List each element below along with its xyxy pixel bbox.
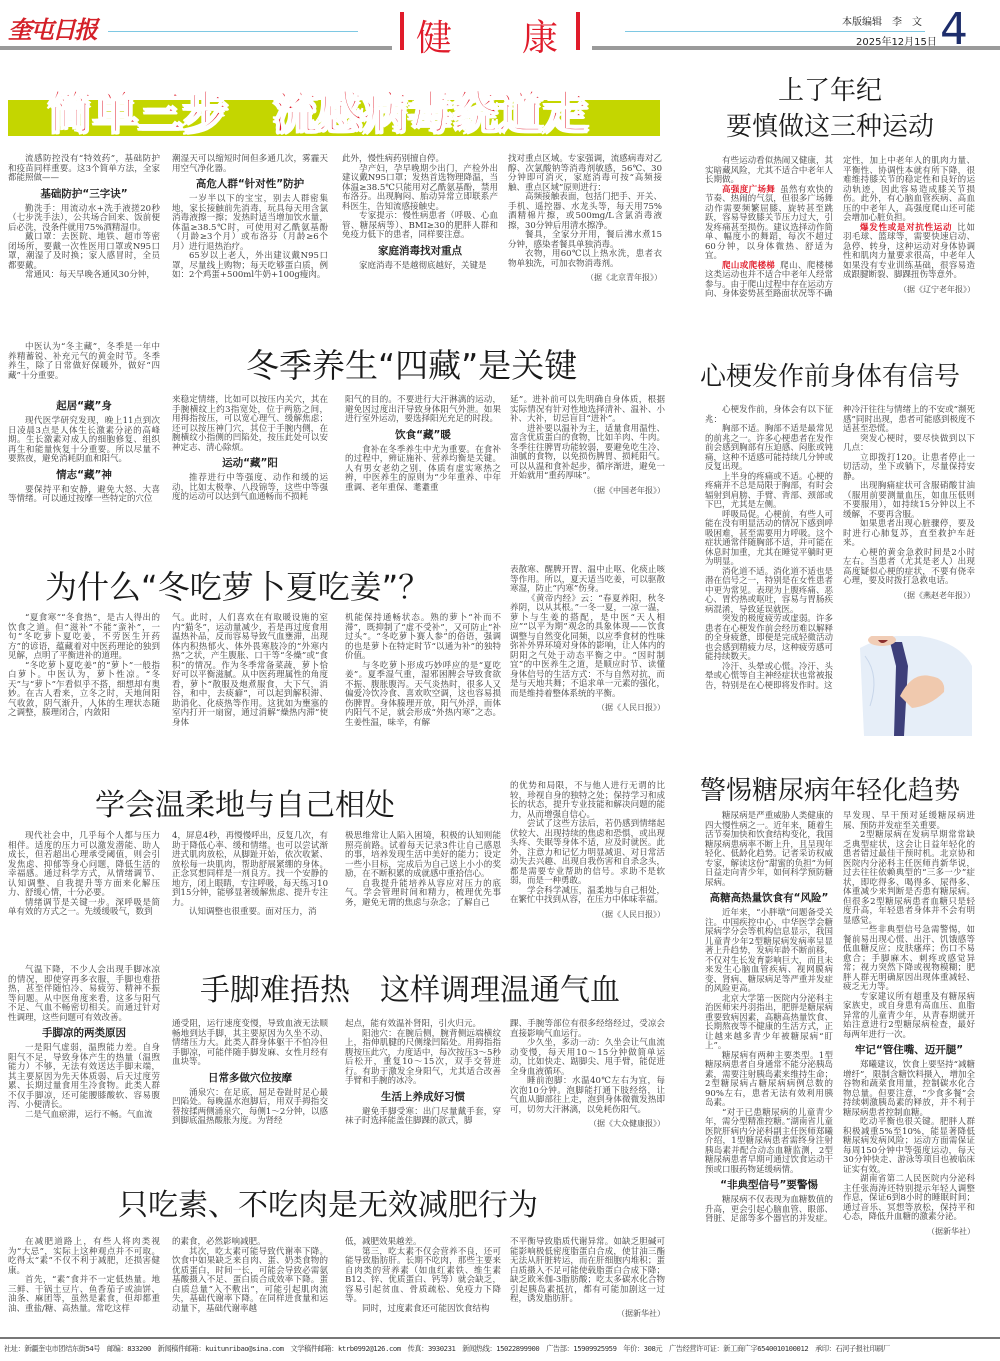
headline-veg: 只吃素、不吃肉是无效减肥行为 [118, 1188, 538, 1223]
headline-gentle: 学会温柔地与自己相处 [95, 788, 395, 823]
paragraph: 一是阳气虚弱，温煦能力差。自身阳气不足，导致身体产生的热量（温煦能力）不够，无法有效送达手脚末端，其主要原因为先天体质弱、后天过度劳累、长期过量食用生冷食物。此类人群不仅手脚凉，还可能腰膝酸软、容易腹泻、小便清长。 [8, 1043, 160, 1110]
article-column [172, 396, 328, 503]
paragraph: 与冬吃萝卜形成巧妙呼应的是“夏吃姜”。夏季湿气重，湿邪困脾会导致食欲不振、腹胀腹泻。天气炎热时，很多人又偏爱冷饮冷食、喜欢吹空调，这也容易损伤脾胃。身体腠理开放，阳气外浮，而体内阳气不足，就会形成“外热内寒”之态。生姜性温，味辛，有解 [345, 660, 501, 728]
paragraph: 机能保持通畅状态。熟的萝卜“补而不滞”，既抑制了“虚不受补”，又可防止“补过头”。“冬吃萝卜赛人参”的俗语，强调的也是萝卜在特定时节“以通为补”的独特价值。 [345, 613, 501, 661]
paragraph: 学会科学减压，温柔地与自己相处，在繁忙中找到从容，在压力中体味幸福。 [510, 885, 665, 905]
article-column [705, 406, 833, 691]
paragraph: 要保持平和安静，避免大怒、大喜等情绪。可以通过按摩一些特定的穴位 [8, 484, 160, 504]
article-column [705, 157, 833, 300]
paragraph: 孕产妇，孕早晚期少出门，产检外出建议戴N95口罩；发热首选物理降温，当体温≥38.5℃只能用对乙酰氨基酚，禁用布洛芬。出现胸闷、胎动异常立即联系产科医生，告知流感接触史。 [342, 163, 498, 212]
paragraph: 认知调整也很重要。面对压力，消 [189, 907, 317, 917]
paragraph: 来稳定情绪，比如可以按压内关穴，其在手腕横纹上约3指宽处，位于两筋之间，用拇指按压，可以宽心理气、缓解焦虑；还可以按压神门穴，其位于手腕内侧，在腕横纹小指侧的凹陷处，按压此处可以安神定志、清心除烦。 [172, 395, 328, 453]
paragraph: 近年来，“小胖墩”问题备受关注。中国疾控中心、中华医学会糖尿病学分会等机构信息显示，我国儿童青少年2型糖尿病发病率呈显著上升趋势，发病年龄不断前移，不仅对生长发育影响巨大，而且未来发生心脑血管疾病、视网膜病变、肾病、糖尿病足等严重并发症的风险更高。 [705, 908, 833, 994]
subheading: 情志“藏”神 [56, 468, 112, 481]
header-rule-left [108, 31, 358, 32]
subheading: 手脚凉的两类原因 [42, 1027, 126, 1039]
subheading: 高糖高热量饮食有“风险” [709, 892, 829, 904]
paragraph: 勤洗手：用流动水+洗手液搓20秒（七步洗手法），公共场合回来、饭前便后必洗，没条件就用75%酒精湿巾。 [8, 203, 160, 233]
article-column [172, 1238, 328, 1314]
paragraph: 极思维常让人陷入困境，积极的认知则能照亮前路。试着每天记录3件让自己感恩的事，培养发现生活中美好的能力；设定一些小目标，完成后为自己送上小小的奖励，在不断积累的成就感中重拾信心。 [345, 831, 501, 879]
paragraph: 糖尿病有两种主要类型。1型糖尿病患者自身通常不能分泌胰岛素，需要注射胰岛素来维持生命；2型糖尿病占糖尿病病例总数的90%左右，患者无法有效利用胰岛素。 [705, 1050, 833, 1108]
section-bar-right [576, 12, 580, 50]
footer-rule [0, 1337, 1000, 1339]
article-column [705, 812, 833, 1225]
paragraph: 此外，慢性病药别擅自停。 [342, 154, 445, 164]
article-column [345, 1238, 501, 1314]
source-credit: （据新华社） [927, 1226, 975, 1236]
headline-flu: 简单三步 流感病毒绕道走 [48, 86, 589, 139]
article-column [8, 614, 160, 719]
paragraph: 湖南省第二人民医院内分泌科主任张海涛还特别提示年轻人调整作息，保证6到8小时的睡眠时间；通过音乐、冥想等放松，保持平和心态，降低升血糖的激素分泌。 [843, 1174, 975, 1222]
footer-imprint: 社址：新疆奎屯市团结东街54号 邮编：833200 新闻稿件邮箱：kuitunribao@sina.com 文学稿件邮箱：ktrb0992@126.com 传真：3930231 新闻热线：15022899900 广告部：15909925959 年价：308元 广告经营许可证：新工商广字6540010100012 承印：石河子报社印刷厂 [4, 1344, 890, 1353]
paragraph: 少久坐，多动一动：久坐会让气血流动变慢，每天用10～15分钟做简单运动，比如快走、踮脚尖、甩手臂，能促进全身血液循环。 [510, 1038, 665, 1077]
paragraph: 潮湿天可以缩短时间但多通几次，雾霾天用空气净化器。 [172, 154, 328, 174]
paragraph: 心梗发作前，身体会有以下征兆： [705, 405, 833, 425]
source-credit: （据新华社） [617, 1308, 665, 1318]
article-column [510, 782, 665, 919]
paragraph-text: 爬山、爬楼梯这类运动也并不适合中老年人经常参与。由于爬山过程中存在运动方向、身体姿势甚至路面状况等不确 [705, 260, 833, 299]
article-column [345, 614, 501, 728]
page-editor: 本版编辑 李 文 [842, 17, 922, 28]
source-credit: （据《大众健康报》） [589, 1119, 665, 1128]
paragraph: 糖尿病不仅表现为血糖数值的升高，更会引起心脑血管、眼部、肾脏、足部等多个器官的并发症。 [705, 1195, 833, 1224]
subheading: 牢记“管住嘴、迈开腿” [854, 1044, 964, 1056]
paragraph: 在减肥道路上，有些人将肉类视为“大忌”，实际上这种观点并不可取。吃得太“素”不仅不利于减肥，还损害健康。 [8, 1237, 160, 1276]
paragraph: 一岁半以下的宝宝，别去人群密集地，家长接触前先消毒，玩具每天用含氯消毒液擦一擦；发热时适当增加饮水量，体温≥38.5℃时，可使用对乙酰氨基酚（月龄≥3个月）或布洛芬（月龄≥6个月）进行退热治疗。 [172, 194, 328, 252]
headline-winter: 冬季养生“四藏”是关键 [246, 346, 578, 385]
article-column [843, 812, 975, 1236]
chest-pain-man-illustration [860, 636, 975, 736]
paragraph: 同时，过度素食还可能因饮食结构 [362, 1303, 490, 1314]
paragraph: 延”。进补前可以先明确自身体质，根据实际情况有针对性地选择清补、温补、小补、大补，切忌盲目“进补”。 [510, 395, 665, 424]
paragraph: 消化道不适。消化道不适也是潜在信号之一，特别是在女性患者中更为常见。表现为上腹疼痛、恶心、胃灼热或呕吐，容易与胃肠疾病混淆，导致延误就医。 [705, 566, 833, 615]
paragraph: 上半身的疼痛或不适。心梗的疼痛并不总是局限于胸部，有时会辐射到肩膀、手臂、背部、颈部或下巴，尤其是左侧。 [705, 471, 833, 510]
paragraph: 食补在冬季养生中尤为重要。在食补的过程中，辨证施补、营养均衡是关键。人有男女老幼之别，体质有虚实寒热之辨，中医养生的原则为“少年重养、中年重调、老年重保、耄耋重 [345, 444, 501, 493]
source-credit: （据《中国老年报》） [589, 485, 665, 495]
source-credit: （据《北京青年报》） [586, 273, 662, 282]
paragraph: “冬吃萝卜夏吃姜”的“萝卜”一般指白萝卜。中医认为，萝卜性凉。“冬天”与“萝卜”乍看似乎不搭，细想却有奥妙。在古人看来，立冬之时，天地间阳气收敛，阴气渐升，人体的生理状态随之调整，腠理闭合，内敛阳 [8, 660, 160, 718]
paragraph: 低，减肥效果越差。 [345, 1237, 422, 1247]
paragraph: “对于已患糖尿病的儿童青少年，需分型精准控糖。”湖南省儿童医院肝病内分泌科副主任医师郑曦介绍，1型糖尿病患者需终身注射胰岛素并配合动态血糖监测，2型糖尿病患者早期可通过饮食运动干预或口服药物延缓病情。 [705, 1107, 833, 1175]
subheading: 生活上养成好习惯 [381, 1090, 465, 1103]
paragraph: 专家建议所有超重及有糖尿病家族史，或自身患有高血压、血脂异常的儿童青少年，从青春期就开始注意进行2型糖尿病检查，最好每两年进行一次。 [843, 991, 975, 1040]
article-column [510, 396, 665, 495]
paragraph: 专家提示：慢性病患者（呼吸、心血管、糖尿病等）、BMI≥30的肥胖人群和免疫力低下的患者，同样要注意。 [342, 211, 498, 240]
subheading: 基础防护“三字诀” [40, 187, 128, 200]
paragraph: 心梗的黄金急救时间是2小时左右。当患者（尤其是老人）出现高度疑似心梗的症状，不要有侥幸心理，要及时拨打急救电话。 [843, 547, 975, 586]
paragraph: 涌泉穴：在足底，屈足卷趾时足心最凹陷处。每晚温水泡脚后，用双手拇指交替按揉两侧涌泉穴，每侧1～2分钟，以感到脚底温热酸胀为度。为肾经 [172, 1087, 328, 1126]
paragraph: 气温下降，不少人会出现手脚冰凉的情况，即使穿再多衣服，手脚也难捂热，甚至伴随怕冷、易疲劳、精神不振等问题。从中医角度来看，这多与阳气不足、气血不畅密切相关。而通过针对性调理，这些问题可有效改善。 [8, 965, 160, 1023]
paragraph: 进补要以温补为主，适量食用温性、富含优质蛋白的食物，比如羊肉、牛肉。冬季往往脾胃功能较弱，要避免吃生冷、油腻的食物，以免损伤脾胃、损耗阳气。可以从温和食补起步，循序渐进，避免一开始就用“重药厚味”。 [510, 423, 665, 481]
article-column [508, 155, 662, 283]
paragraph: 呼吸局促。心梗前，有些人可能在没有明显活动的情况下感到呼吸困难，甚至需要用力呼吸。这个症状通常伴随胸部不适，并可能在休息时加重，尤其在睡觉平躺时更为明显。 [705, 509, 833, 567]
headline-heart: 心梗发作前身体有信号 [700, 362, 961, 392]
paragraph: 郑曦建议，饮食上要坚持“减糖增纤”，限制含糖饮料摄入，增加全谷物和蔬菜食用量，控制碳水化合物总量。但要注意，“少食多餐”会持续刺激胰岛素的释放，并不利于糖尿病患者控制血糖。 [843, 1060, 975, 1118]
paragraph: 餐具，全家分开用，餐后沸水煮15分钟，感染者餐具单独消毒。 [508, 230, 662, 250]
headline-diabetes: 警惕糖尿病年轻化趋势 [700, 776, 961, 806]
headline-hands: 手脚难捂热 这样调理温通气血 [200, 973, 620, 1008]
headline-elderly-line2: 要慎做这三种运动 [726, 112, 935, 142]
paragraph-lead: 爆发性或是对抗性运动 [860, 222, 953, 233]
paragraph [843, 224, 975, 281]
article-column [8, 1238, 160, 1314]
article-column [8, 966, 160, 1120]
paragraph: 2型糖尿病在发病早期常常缺乏典型症状，这会让日益年轻化的患者错过最佳干预时机。北京协和医院内分泌科主任医师肖新华说，过去往往依赖典型的“三多一少”症状，即吃得多、喝得多、尿得多、体重减少来判断是否患有糖尿病。但很多2型糖尿病患者血糖只是轻度升高，年轻患者身体并不会有明显感觉。 [843, 830, 975, 926]
article-intro [8, 343, 160, 381]
paragraph: 流感防控没有“特效药”，基础防护和疫苗同样重要。这3个简单方法，全家都能照做—— [8, 154, 160, 183]
article-column [8, 155, 160, 281]
article-column [8, 396, 160, 505]
article-column [8, 832, 160, 918]
article-column [172, 614, 328, 728]
paragraph: 的素食，必然影响减肥。 [172, 1237, 266, 1247]
paragraph-text: 比如羽毛球、篮球等，需要快速启动、急停、转身，这种运动对身体协调性和肌肉力量要求很高，中老年人如果没有专业训练基础，很容易造成跟腱断裂、脚踝扭伤等意外。 [843, 222, 975, 280]
subheading: “非典型信号”要警惕 [720, 1179, 818, 1191]
paragraph-lead: 高强度广场舞 [722, 184, 776, 195]
article-column [342, 155, 498, 271]
paragraph: 首先，“素”食并不一定低热量。地三鲜、干锅土豆片、鱼香茄子或油饼、油条、麻团等，虽然是素食，但却都重油、重盐/糖、高热量。常吃这样 [8, 1275, 160, 1314]
paragraph: 不平衡导致脂质代谢异常。如缺乏胆碱可能影响极低密度脂蛋白合成，使甘油三酯无法从肝脏转运，而在肝细胞内堆积；蛋白质摄入不足可能使载脂蛋白合成下降；缺乏欧米伽-3脂肪酸；吃太多碳水化合物引起胰岛素抵抗，都有可能加剧这一过程，诱发脂肪肝。 [510, 1237, 665, 1304]
paragraph: 踝、手腕等部位有很多经络经过，受凉会直接影响气血运行。 [510, 1019, 665, 1039]
article-column [345, 1020, 501, 1127]
paragraph: 第三，吃太素不仅会营养不良，还可能导致脂肪肝。长期不吃肉，那些主要来自肉类的营养素（如血红素铁、维生素B12、锌、优质蛋白、钙等）就会缺乏，容易引起贫血、骨质疏松、免疫力下降等。 [345, 1246, 501, 1304]
paragraph: 阳池穴：在腕后侧，腕背侧远端横纹上，指伸肌腱的尺侧缘凹陷处。用拇指指腹按压此穴，力度适中，每次按压3～5秒后松开，重复10～15次，双手交替进行。有助于激发全身阳气，尤其适合改善手臂和手腕的冰冷。 [345, 1028, 501, 1086]
article-column [172, 832, 328, 918]
paragraph: 阳气的目的。不要进行大汗淋漓的运动，避免因过度出汗导致身体阳气外泄。如果进行室外运动，要选择阳光充足的时段。 [345, 395, 501, 424]
paragraph: 推荐进行中等强度、动作和缓的运动，比如太极拳、八段锦等，这些中等强度的运动可以达到气血通畅而不损耗 [172, 473, 328, 502]
paragraph: 早发现、早干预对延缓糖尿病进展、预防并发症至关重要。 [843, 811, 975, 831]
article-column [510, 566, 665, 713]
page-number: 4 [940, 4, 968, 55]
subheading: 家庭消毒找对重点 [378, 244, 462, 257]
paragraph [705, 262, 833, 300]
paragraph [705, 186, 833, 262]
article-column [510, 1020, 665, 1129]
source-credit: （据《燕赵老年报》） [899, 590, 975, 600]
paragraph: 突发的极度疲劳或虚弱。许多患者在心梗发作前会经历难以解释的全身疲惫，即便是完成轻微活动也会感到精疲力尽，这种疲劳感可能持续数天。 [705, 614, 833, 662]
paragraph: 《黄帝内经》云：“春夏养阳，秋冬养阴，以从其根。”一冬一夏，一凉一温，萝卜与生姜的搭配，是中医“天人相应”“以平为期”观念的具象体现——饮食调整与自然变化同频，以应季食材的性味弥补外界环境对身体的影响，让人体内的阴阳之气处于动态平衡之中。“因时制宜”的中医养生之道，是顺应时节、读懂身体信号的生活方式：不与自然对抗，而是与天地共舞；不追求单一元素的强化，而是维持着整体系统的平衡。 [510, 593, 665, 699]
paragraph: 北京大学第一医院内分泌科主治医师宋丹羽指出，肥胖是糖尿病重要致病因素，高糖高热量饮食、长期熬夜等不健康的生活方式，正让越来越多青少年被糖尿病“盯上”。 [705, 993, 833, 1051]
section-bar-left [400, 12, 404, 50]
subheading: 起居“藏”身 [56, 400, 112, 412]
article-column [510, 1238, 665, 1318]
paragraph: 中医认为“冬主藏”，冬季是一年中养精蓄锐、补充元气的黄金时节。冬季养生，除了日常做好保暖外，做好“四藏”十分重要。 [8, 342, 160, 381]
header-bar-right [592, 46, 1000, 50]
paragraph: 睡前泡脚：水温40℃左右为宜，每次泡10分钟。泡脚能打通下肢经络，让气血从脚部往上走，泡到身体微微发热即可，切勿大汗淋漓，以免耗伤阳气。 [510, 1076, 665, 1115]
paragraph: 表散寒、醒脾开胃、温中止呕、化痰止咳等作用。所以，夏天适当吃姜，可以驱散寒湿，防止“内寒”伤身。 [510, 565, 665, 594]
paragraph: 常通风：每天早晚各通风30分钟， [25, 270, 155, 280]
paragraph: 有些运动看似热闹又健康，其实暗藏风险，尤其不适合中老年人长期做。 [705, 156, 833, 185]
paragraph: 衣物，用60℃以上热水洗，患者衣物单独洗，可加衣物消毒剂。 [508, 249, 662, 269]
article-column [172, 1020, 328, 1127]
paragraph: 找对重点区域。专家强调，流感病毒对乙醇、次氯酸钠等消毒剂敏感，56℃、30分钟即可消灭，家庭消毒可按“高频接触、重点区域”原则进行： [508, 154, 662, 193]
article-column [843, 406, 975, 600]
paragraph: 情绪调节是关键一步。深呼吸是简单有效的方式之一。先缓缓吸气，数到 [8, 897, 160, 917]
paragraph: 家庭消毒不是越彻底越好，关键是 [359, 260, 487, 271]
masthead-logo: 奎屯日报 [8, 15, 96, 44]
paragraph: 尝试了这些方法后，若仍感到情绪起伏较大、出现持续的焦虑和恐惧，或出现头疼、失眠等身体不适，应及时就医。此外，注意力和记忆力明显减退、对日常活动失去兴趣、出现自我伤害和自杀念头，都是需要专业帮助的信号。求助不是软弱，而是一种勇敢。 [510, 819, 665, 886]
paragraph: 突发心梗时，要尽快做到以下几点： [843, 433, 975, 453]
header-rule-right [625, 31, 925, 32]
paragraph: 冷汗、头晕或心慌。冷汗、头晕或心慌等自主神经症状也常被报告，特别是在心梗即将发作时。这 [705, 661, 833, 691]
headline-elderly-line1: 上了年纪 [778, 76, 883, 106]
page-date: 2025年12月15日 [856, 37, 937, 48]
paragraph: 吃动平衡也很关键。肥胖人群积极减重5%至10%，能显著降低糖尿病发病风险；运动方面需保证每周150分钟中等强度运动，每天30分钟快走、游泳等项目也被临床证实有效。 [843, 1117, 975, 1175]
paragraph: 起点，能有效温补肾阳，引火归元。 [345, 1019, 482, 1029]
article-column [345, 396, 501, 493]
source-credit: （据《人民日报》） [597, 909, 665, 919]
paragraph: 的优势和局限，不与他人进行无谓的比较，珍视自身的独特之处；保持学习和成长的状态，提升专业技能和解决问题的能力，从而增强自信心。 [510, 781, 665, 820]
paragraph-lead: 爬山或爬楼梯 [722, 260, 776, 271]
paragraph: 其次，吃太素可能导致代谢率下降。饮食中如果缺乏来自肉、蛋、奶类食物的优质蛋白，时间一长，可能会导致必需氨基酸摄入不足、蛋白质合成效率下降。蛋白质总量“入不敷出”，可能引起肌肉流失，基础代谢率下降。在同样进食量和运动量下，基础代谢率越 [172, 1246, 328, 1314]
subheading: 高危人群“针对性”防护 [195, 178, 305, 190]
paragraph: 避免手脚受寒：出门尽量戴手套，穿袜子时选择能盖住脚踝的款式，脚 [345, 1106, 501, 1126]
section-title-char-1: 健 [416, 18, 453, 59]
paragraph: 自我提升能培养从容应对压力的底气。学会管理时间和精力，梳理优先事务，避免无谓的焦虑与杂念；了解自己 [345, 878, 501, 908]
paragraph: 糖尿病是严重威胁人类健康的四大慢性病之一。近年来，随着生活节奏加快和饮食结构变化，我国糖尿病患病率不断上升，且呈现年轻化、低龄化趋势。记者采访权威专家，解读这份“甜蜜的负担”为何日益走向青少年，如何科学预防糖尿病。 [705, 811, 833, 888]
paragraph: 现代社会中，几乎每个人都与压力相伴。适度的压力可以激发潜能、助人成长，但若超出心理承受阈值，则会引发焦虑、抑郁等身心问题，降低生活的幸福感。通过科学方式，从情绪调节、认知调整、自我提升等方面来化解压力、舒缓心情，十分必要。 [8, 831, 160, 898]
paragraph: 一些非典型信号急需警惕，如餐前易出现心慌、出汗、饥饿感等低血糖反应；皮肤瘙痒；伤口不易愈合；手脚麻木、刺疼或感觉异常；视力突然下降或视物模糊；肥胖人群无明确原因出现体重减轻、疲乏无力等。 [843, 925, 975, 992]
article-column [345, 832, 501, 908]
source-credit: （据《人民日报》） [597, 703, 665, 712]
paragraph: 戴口罩：去医院、地铁、超市等密闭场所，要戴一次性医用口罩或N95口罩，潮湿了及时换；家人感冒时，全员都要戴。 [8, 232, 160, 271]
subheading: 饮食“藏”暖 [395, 428, 451, 441]
source-credit: （据《辽宁老年报》） [899, 284, 975, 294]
paragraph: 如果患者出现心脏骤停，要及时进行心肺复苏，直至救护车赶来。 [843, 519, 975, 548]
paragraph-text: 虽然有欢快的节奏、热闹的气氛，但很多广场舞动作需要频繁屈膝、旋转甚至跳跃，容易导致膝关节压力过大，引发疼痛甚至损伤。建议选择动作简单、幅度小的舞蹈，每次不超过60分钟，以身体微热、舒适为宜。 [705, 184, 833, 261]
paragraph: 种冷汗往往与情绪上的不安或“濒死感”同时出现，患者可能感到极度不适甚至恐慌。 [843, 405, 975, 434]
paragraph: 二是气血瘀滞，运行不畅。气血流 [25, 1109, 153, 1120]
paragraph: 高频接触表面，包括门把手、开关、手机、遥控器、水龙头等，每天用75%酒精棉片擦，或500mg/L含氯消毒液擦，30分钟后用清水擦净。 [508, 192, 662, 231]
header-bar-left [0, 46, 392, 50]
paragraph: 出现胸痛症状可含服硝酸甘油（服用前要测量血压，如血压低则不要服用），如持续15分钟以上不缓解，不要再含服。 [843, 481, 975, 520]
paragraph: 4，屏息4秒，再慢慢呼出，反复几次，有助于降低心率、缓和情绪。也可以尝试渐进式肌肉放松，从脚趾开始，依次收紧、放松每一块肌肉，帮助舒展紧绷的身体。正念冥想同样是一剂良方。找一个安静的地方，闭上眼睛，专注呼吸，每天练习10到15分钟，能够显著缓解焦虑、提升专注力。 [172, 831, 328, 908]
headline-radish: 为什么“冬吃萝卜夏吃姜”？ [45, 568, 431, 606]
paragraph: 65岁以上老人，外出建议戴N95口罩，尽量线上购物；每天吃够蛋白质，例如：2个鸡蛋+500ml牛奶+100g瘦肉。 [172, 251, 328, 280]
article-column [843, 157, 975, 294]
paragraph: “夏食寒”“冬食热”，是古人得出的饮食之道。但“滋补”不能“蛮补”，一句“冬吃萝卜夏吃姜，不劳医生开药方”的谚语，蕴藏着对中医药理论的独到见解，点明了平衡进补的道理。 [8, 613, 160, 661]
paragraph: 立即拨打120。让患者停止一切活动，坐下或躺下，尽量保持安静。 [843, 452, 975, 482]
subheading: 日常多做穴位按摩 [208, 1071, 292, 1084]
section-title-char-2: 康 [522, 18, 559, 59]
paragraph: 气。此时，人们喜欢在有取暖设施的室内“猫冬”，运动量减少，若是再过度食用温热补品，反而容易导致气血壅滞，出现体内积热郁火、体外畏寒肢冷的“外寒内热”之状，产生腹胀、口干等“冬燥”或“食积”的情况。作为冬季常备菜蔬，萝卜恰好可以平衡滋腻。从中医药理属性的角度看，萝卜“散服及炮煮服食，大下气，消谷，和中，去痰癖”，可以起到解积滞、助消化、化痰热等作用。这犹如为壅塞的室内打开一扇窗，通过消解“燥热内滞”使身体 [172, 613, 328, 728]
subheading: 运动“藏”阳 [222, 457, 278, 469]
paragraph: 定性，加上中老年人的肌肉力量、平衡性、协调性本就有所下降，很难维持膝关节的稳定性和良好的运动轨迹，因此容易造成膝关节损伤。此外，有心脑血管疾病、高血压的中老年人，高强度爬山还可能会增加心脏负担。 [843, 156, 975, 223]
paragraph: 现代医学研究发现，晚上11点到次日凌晨3点是人体生长激素分泌的高峰期。生长激素对成人的细胞修复、组织再生和能量恢复十分重要。所以尽量不要熬夜，避免消耗阴血和阳气。 [8, 416, 160, 464]
paragraph: 胸部不适。胸部不适是最常见的前兆之一。许多心梗患者在发作前会感到胸部有压迫感、闷胀或钝痛，这种不适感可能持续几分钟或反复出现。 [705, 424, 833, 472]
article-column [172, 155, 328, 281]
paragraph: 通受阻，运行速度变慢，导致血液无法顺畅地到达手脚，其主要原因为久坐不动、情绪压力大。此类人群身体躯干不怕冷但手脚凉，可能伴随手脚发麻、女性月经有血块等。 [172, 1019, 328, 1067]
